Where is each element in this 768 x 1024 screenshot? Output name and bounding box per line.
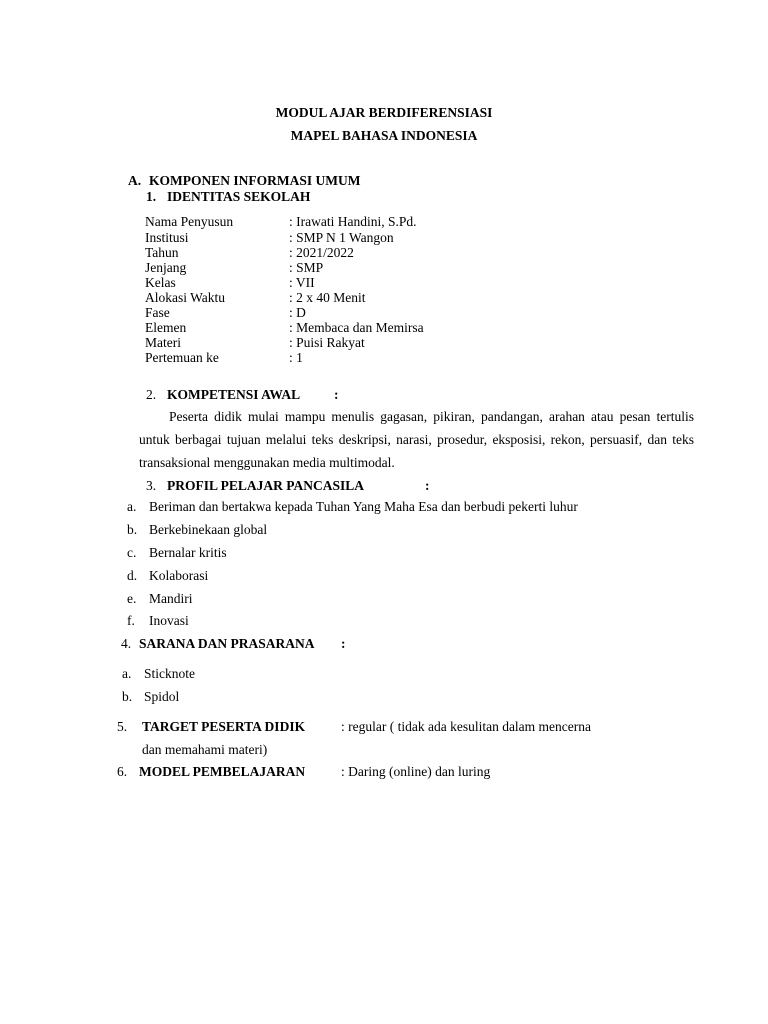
identitas-label: Institusi [145, 230, 189, 245]
identitas-value: : SMP N 1 Wangon [289, 230, 394, 245]
target-text-line1: : regular ( tidak ada kesulitan dalam mencerna [341, 719, 592, 734]
list-item: Inovasi [149, 613, 189, 628]
section-a-label: A. [128, 173, 142, 188]
identitas-value: : SMP [289, 260, 324, 275]
model-number: 6. [117, 764, 128, 779]
identitas-label: Tahun [145, 245, 179, 260]
model-text: : Daring (online) dan luring [341, 764, 491, 779]
identitas-value: : Irawati Handini, S.Pd. [289, 214, 417, 229]
kompetensi-number: 2. [146, 387, 157, 402]
list-item: Sticknote [144, 666, 195, 681]
kompetensi-paragraph-text: Peserta didik mulai mampu menulis gagasan, pikiran, pandangan, arahan atau pesan tertulis untuk berbagai tujuan melalui teks deskripsi, narasi, prosedur, eksposisi, rekon, persuasif, dan teks transaksional menggunakan media multimodal. [139, 409, 694, 470]
model-heading: MODEL PEMBELAJARAN [139, 764, 306, 779]
document-title: MODUL AJAR BERDIFERENSIASI [275, 105, 493, 120]
list-marker: a. [122, 666, 132, 681]
list-marker: c. [127, 545, 137, 560]
list-marker: a. [127, 499, 137, 514]
identitas-value: : D [289, 305, 306, 320]
identitas-label: Alokasi Waktu [145, 290, 226, 305]
list-item: Spidol [144, 689, 180, 704]
list-marker: f. [127, 613, 135, 628]
profil-heading: PROFIL PELAJAR PANCASILA [167, 478, 365, 493]
identitas-label: Elemen [145, 320, 187, 335]
identitas-label: Fase [145, 305, 170, 320]
identitas-label: Pertemuan ke [145, 350, 219, 365]
identitas-value: : 2021/2022 [289, 245, 354, 260]
identitas-value: : VII [289, 275, 315, 290]
target-number: 5. [117, 719, 128, 734]
kompetensi-heading: KOMPETENSI AWAL [167, 387, 301, 402]
target-heading: TARGET PESERTA DIDIK [142, 719, 306, 734]
identitas-value: : 2 x 40 Menit [289, 290, 366, 305]
sarana-number: 4. [121, 636, 132, 651]
identitas-label: Nama Penyusun [145, 214, 234, 229]
sarana-heading: SARANA DAN PRASARANA [139, 636, 315, 651]
list-item: Bernalar kritis [149, 545, 227, 560]
list-marker: e. [127, 591, 137, 606]
profil-colon: : [425, 478, 430, 493]
list-item: Beriman dan bertakwa kepada Tuhan Yang Maha Esa dan berbudi pekerti luhur [149, 499, 578, 514]
identitas-label: Jenjang [145, 260, 187, 275]
identitas-label: Materi [145, 335, 181, 350]
identitas-number: 1. [146, 189, 157, 204]
profil-number: 3. [146, 478, 157, 493]
kompetensi-paragraph [139, 405, 694, 474]
target-text-line2: dan memahami materi) [142, 742, 268, 757]
list-item: Berkebinekaan global [149, 522, 268, 537]
document-subtitle: MAPEL BAHASA INDONESIA [290, 128, 478, 143]
kompetensi-colon: : [334, 387, 339, 402]
sarana-colon: : [341, 636, 346, 651]
list-marker: b. [127, 522, 138, 537]
identitas-value: : Membaca dan Memirsa [289, 320, 424, 335]
section-a-heading: KOMPONEN INFORMASI UMUM [149, 173, 361, 188]
identitas-heading: IDENTITAS SEKOLAH [167, 189, 311, 204]
list-marker: d. [127, 568, 138, 583]
list-item: Mandiri [149, 591, 193, 606]
identitas-label: Kelas [145, 275, 176, 290]
identitas-value: : Puisi Rakyat [289, 335, 365, 350]
identitas-value: : 1 [289, 350, 303, 365]
list-marker: b. [122, 689, 133, 704]
list-item: Kolaborasi [149, 568, 209, 583]
